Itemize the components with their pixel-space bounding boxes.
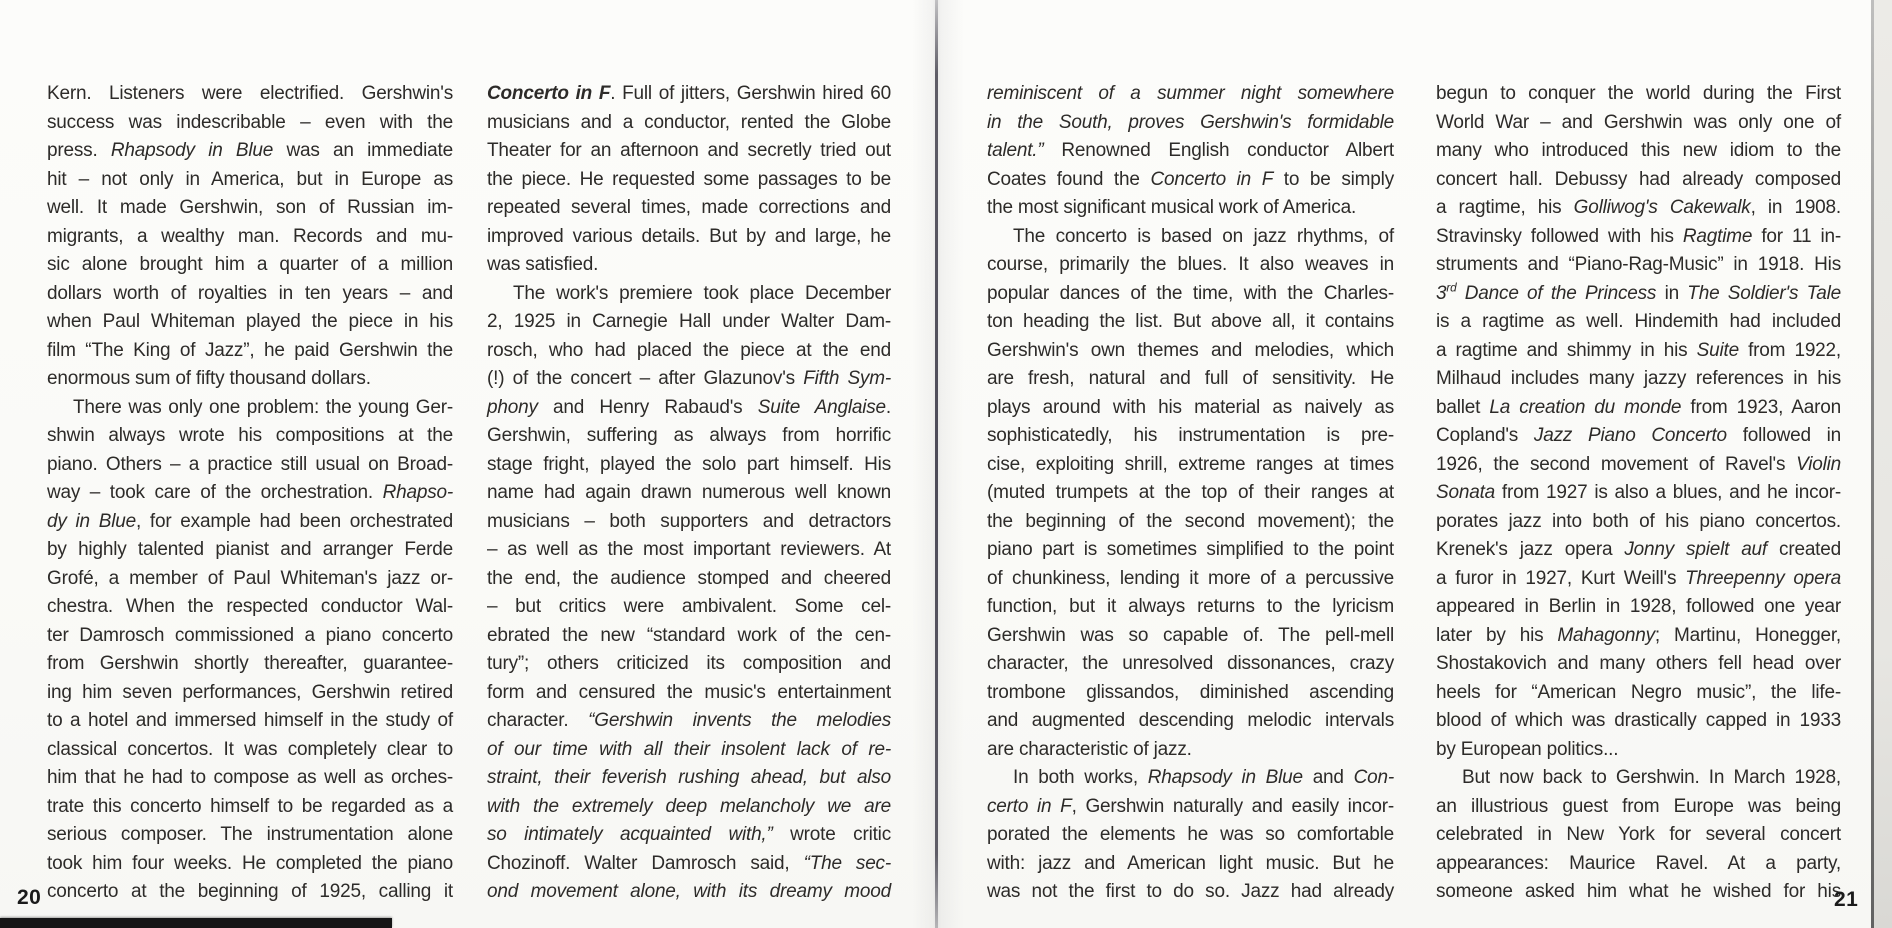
text-line: way – took care of the orchestration. Rhapso- — [47, 482, 453, 503]
text-line: ebrated the new “standard work of the cen- — [487, 624, 891, 646]
text-line: – as well as the most important reviewers. At — [487, 539, 891, 560]
text-line: musicians and a conductor, rented the Globe — [487, 111, 891, 133]
text-line: Theater for an afternoon and secretly tried out — [487, 140, 891, 161]
text-line: Krenek's jazz opera Jonny spielt auf created — [1436, 539, 1841, 560]
text-line: Gershwin was so capable of. The pell-mell — [987, 624, 1394, 646]
text-line: is a ragtime as well. Hindemith had included — [1436, 311, 1841, 332]
page-number-right: 21 — [1834, 888, 1859, 911]
text-line: character. “Gershwin invents the melodies — [487, 710, 891, 731]
text-line: celebrated in New York for several concert — [1436, 824, 1841, 845]
text-line: well. It made Gershwin, son of Russian im- — [47, 197, 453, 218]
text-line: shwin always wrote his compositions at the — [47, 425, 453, 446]
text-line: chestra. When the respected conductor Wal- — [47, 596, 453, 617]
text-line: many who introduced this new idiom to the — [1436, 140, 1841, 161]
text-line: cise, exploiting shrill, extreme ranges at times — [987, 453, 1394, 475]
text-line: when Paul Whiteman played the piece in his — [47, 311, 453, 332]
text-line: Shostakovich and many others fell head over — [1436, 653, 1841, 674]
text-line: of our time with all their insolent lack of re- — [487, 738, 891, 760]
right-page-column-1 — [987, 80, 1394, 916]
text-line: a ragtime and shimmy in his Suite from 1922, — [1436, 339, 1841, 361]
text-line: Kern. Listeners were electrified. Gershwin's — [47, 83, 453, 104]
text-line: with: jazz and American light music. But he — [987, 852, 1394, 874]
text-line: (muted trumpets at the top of their ranges at — [987, 482, 1394, 503]
text-line: the beginning of the second movement); the — [987, 510, 1394, 532]
text-line: to a hotel and immersed himself in the study of — [47, 710, 453, 731]
text-line: repeated several times, made corrections and — [487, 197, 891, 218]
text-line: from Gershwin shortly thereafter, guarantee- — [47, 653, 453, 674]
text-line: There was only one problem: the young Ger- — [73, 396, 453, 418]
text-line: improved various details. But by and large, he — [487, 225, 891, 247]
text-line: struments and “Piano-Rag-Music” in 1918. His — [1436, 254, 1841, 275]
text-line: tury”; others criticized its composition and — [487, 653, 891, 674]
text-line: Chozinoff. Walter Damrosch said, “The sec- — [487, 852, 891, 874]
text-line: reminiscent of a summer night somewhere — [987, 83, 1394, 104]
text-line: by highly talented pianist and arranger Ferde — [47, 539, 453, 560]
text-line: piano. Others – a practice still usual on Broad- — [47, 453, 453, 475]
text-line: blood of which was drastically capped in 1933 — [1436, 710, 1841, 731]
text-line: the most significant musical work of America. — [987, 197, 1357, 218]
text-line: name had again drawn numerous well known — [487, 482, 891, 503]
text-line: character, the unresolved dissonances, crazy — [987, 653, 1394, 674]
text-line: In both works, Rhapsody in Blue and Con- — [1013, 767, 1394, 788]
text-line: The work's premiere took place December — [513, 282, 891, 304]
text-line: Sonata from 1927 is also a blues, and he incor- — [1436, 482, 1841, 503]
text-line: musicians – both supporters and detractors — [487, 510, 891, 532]
text-line: Stravinsky followed with his Ragtime for 11 in- — [1436, 225, 1841, 247]
text-line: But now back to Gershwin. In March 1928, — [1462, 767, 1841, 788]
center-gutter-fold-line — [935, 0, 938, 928]
text-line: of chunkiness, lending it more of a percussive — [987, 567, 1394, 589]
text-line: Gershwin's own themes and melodies, which — [987, 339, 1394, 361]
text-line: and augmented descending melodic intervals — [987, 710, 1394, 731]
text-line: Concerto in F. Full of jitters, Gershwin hired 60 — [487, 83, 891, 104]
text-line: 2, 1925 in Carnegie Hall under Walter Dam- — [487, 311, 891, 332]
text-line: Copland's Jazz Piano Concerto followed in — [1436, 425, 1842, 446]
text-line: plays around with his material as naively as — [987, 396, 1394, 418]
text-line: phony and Henry Rabaud's Suite Anglaise. — [487, 396, 892, 418]
text-line: concert hall. Debussy had already composed — [1436, 168, 1841, 190]
text-line: Grofé, a member of Paul Whiteman's jazz or- — [47, 567, 453, 589]
text-line: course, primarily the blues. It also weaves in — [987, 254, 1394, 275]
text-line: the piece. He requested some passages to be — [487, 168, 891, 190]
center-gutter-shadow — [912, 0, 964, 928]
text-line: in the South, proves Gershwin's formidable — [987, 111, 1394, 133]
text-line: 1926, the second movement of Ravel's Violin — [1436, 453, 1841, 475]
text-line: appearances: Maurice Ravel. At a party, — [1436, 852, 1841, 874]
text-line: a ragtime, his Golliwog's Cakewalk, in 1908. — [1436, 197, 1841, 218]
text-line: form and censured the music's entertainment — [487, 681, 891, 703]
text-line: with the extremely deep melancholy we are — [487, 795, 891, 817]
text-line: press. Rhapsody in Blue was an immediate — [47, 140, 453, 161]
text-line: straint, their feverish rushing ahead, but also — [487, 767, 891, 788]
text-line: so intimately acquainted with,” wrote critic — [487, 824, 891, 845]
text-line: migrants, a wealthy man. Records and mu- — [47, 225, 453, 247]
text-line: certo in F, Gershwin naturally and easily incor- — [987, 795, 1394, 817]
left-page-column-1 — [47, 80, 453, 916]
text-line: ond movement alone, with its dreamy mood — [487, 881, 891, 902]
text-line: enormous sum of fifty thousand dollars. — [47, 368, 371, 389]
text-line: trate this concerto himself to be regarded as a — [47, 795, 453, 817]
text-line: him that he had to compose as well as orches- — [47, 767, 453, 788]
text-line: ing him seven performances, Gershwin retired — [47, 681, 453, 703]
text-line: dy in Blue, for example had been orchestrated — [47, 510, 453, 532]
text-line: later by his Mahagonny; Martinu, Honegger, — [1436, 624, 1841, 646]
text-line: (!) of the concert – after Glazunov's Fifth Sym- — [487, 368, 891, 389]
text-line: by European politics... — [1436, 738, 1619, 760]
text-line: ter Damrosch commissioned a piano concerto — [47, 624, 453, 646]
bottom-scan-edge-bar — [0, 918, 392, 928]
right-page-column-2 — [1436, 80, 1841, 916]
text-line: a furor in 1927, Kurt Weill's Threepenny opera — [1436, 567, 1841, 589]
right-scan-edge-band — [1874, 0, 1892, 928]
text-line: begun to conquer the world during the First — [1436, 83, 1841, 104]
text-line: The concerto is based on jazz rhythms, of — [1013, 225, 1394, 247]
text-line: film “The King of Jazz”, he paid Gershwin the — [47, 339, 453, 361]
text-line: Coates found the Concerto in F to be simply — [987, 168, 1394, 190]
text-line: World War – and Gershwin was only one of — [1436, 111, 1841, 133]
text-line: serious composer. The instrumentation alone — [47, 824, 453, 845]
text-line: porated the elements he was so comfortable — [987, 824, 1394, 845]
text-line: – but critics were ambivalent. Some cel- — [487, 596, 891, 617]
text-line: rosch, who had placed the piece at the end — [487, 339, 891, 361]
text-line: someone asked him what he wished for his — [1436, 881, 1841, 902]
text-line: talent.” Renowned English conductor Albert — [987, 140, 1394, 161]
text-line: sophisticatedly, his instrumentation is pre- — [987, 425, 1394, 446]
text-line: Gershwin, suffering as always from horrific — [487, 425, 891, 446]
text-line: are fresh, natural and full of sensitivity. He — [987, 368, 1394, 389]
text-line: appeared in Berlin in 1928, followed one year — [1436, 596, 1841, 617]
text-line: concerto at the beginning of 1925, calling it — [47, 881, 453, 902]
text-line: dollars worth of royalties in ten years – and — [47, 282, 453, 304]
text-line: the end, the audience stomped and cheered — [487, 567, 891, 589]
page-number-left: 20 — [17, 886, 42, 909]
text-line: popular dances of the time, with the Charles- — [987, 282, 1394, 304]
text-line: was satisfied. — [487, 254, 599, 275]
text-line: took him four weeks. He completed the piano — [47, 852, 453, 874]
text-line: porates jazz into both of his piano concertos. — [1436, 510, 1841, 532]
text-line: heels for “American Negro music”, the life- — [1436, 681, 1841, 703]
text-line: 3rd Dance of the Princess in The Soldier's Tale — [1436, 281, 1841, 304]
text-line: stage fright, played the solo part himself. His — [487, 453, 891, 475]
text-line: classical concertos. It was completely clear to — [47, 738, 453, 760]
text-line: hit – not only in America, but in Europe as — [47, 168, 453, 190]
text-line: are characteristic of jazz. — [987, 738, 1192, 760]
text-line: function, but it always returns to the lyricism — [987, 596, 1394, 617]
text-line: an illustrious guest from Europe was being — [1436, 795, 1841, 817]
text-line: ton heading the list. But above all, it contains — [987, 311, 1394, 332]
text-line: was not the first to do so. Jazz had already — [987, 881, 1394, 902]
text-line: piano part is sometimes simplified to the point — [987, 539, 1394, 560]
left-page-column-2 — [487, 80, 891, 916]
text-line: ballet La creation du monde from 1923, Aaron — [1436, 396, 1841, 418]
text-line: sic alone brought him a quarter of a million — [47, 254, 453, 275]
text-line: success was indescribable – even with the — [47, 111, 453, 133]
text-line: trombone glissandos, diminished ascending — [987, 681, 1394, 703]
text-line: Milhaud includes many jazzy references in his — [1436, 368, 1841, 389]
